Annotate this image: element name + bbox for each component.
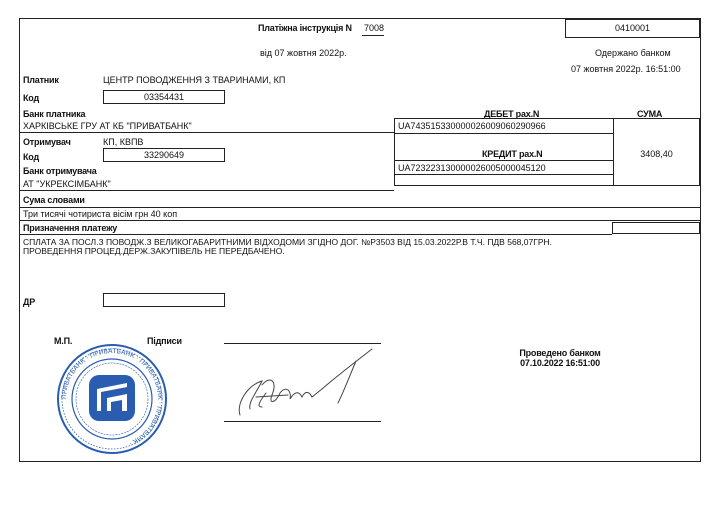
- signature-line-bottom: [224, 421, 381, 422]
- recipient-code-label: Код: [23, 152, 39, 162]
- sum-label: СУМА: [637, 109, 663, 119]
- amount-words-label: Сума словами: [23, 195, 85, 205]
- recipient-bank: АТ "УКРЕКСІМБАНК": [23, 179, 111, 189]
- payer-label: Платник: [23, 75, 59, 85]
- recipient-label: Отримувач: [23, 137, 71, 147]
- credit-row-divider: [394, 174, 613, 175]
- date-line: від 07 жовтня 2022р.: [260, 48, 347, 58]
- credit-account: UA723223130000026005000045120: [398, 163, 546, 173]
- debit-account: UA743515330000026009060290966: [398, 121, 546, 131]
- signatures-label: Підписи: [147, 336, 182, 346]
- document-number: 7008: [364, 23, 385, 33]
- purpose-line-1: СПЛАТА ЗА ПОСЛ.З ПОВОДЖ.З ВЕЛИКОГАБАРИТНИМИ ВІДХОДОМИ ЗГІДНО ДОГ. №Р3503 ВІД 15.03.2022Р.В Т.Ч. ПДВ 568,07ГРН.: [23, 237, 552, 247]
- bank-stamp: [56, 343, 168, 455]
- signature: [226, 345, 386, 421]
- mp-label: М.П.: [54, 336, 73, 346]
- dr-box: [103, 293, 225, 307]
- signature-line-top: [224, 343, 381, 344]
- payer-name: ЦЕНТР ПОВОДЖЕННЯ З ТВАРИНАМИ, КП: [103, 75, 286, 85]
- credit-label: КРЕДИТ рах.N: [482, 149, 543, 159]
- credit-top-divider: [394, 160, 613, 161]
- sum-value: 3408,40: [640, 149, 673, 159]
- payer-code-label: Код: [23, 93, 39, 103]
- amount-words-top: [19, 207, 701, 208]
- debit-row-divider: [394, 133, 613, 134]
- purpose-line-2: ПРОВЕДЕННЯ ПРОЦЕД.ДЕРЖ.ЗАКУПІВЕЛЬ НЕ ПЕРЕДБАЧЕНО.: [23, 246, 285, 256]
- number-underline: [362, 35, 384, 36]
- recipient-bank-line: [19, 190, 394, 191]
- amount-words-value: Три тисячі чотириста вісім грн 40 коп: [23, 209, 178, 219]
- purpose-side-box: [612, 222, 700, 234]
- dr-label: ДР: [23, 297, 36, 307]
- received-date: 07 жовтня 2022р. 16:51:00: [571, 64, 681, 74]
- doc-code: 0410001: [614, 23, 651, 33]
- payer-code: 03354431: [143, 92, 185, 102]
- purpose-line: [19, 234, 612, 235]
- stamp-ring-textpath: ПРИВАТБАНК · ПРИВАТБАНК · ПРИВАТБАНК · ПРИВАТБАНК ·: [59, 346, 165, 448]
- recipient-name: КП, КВПВ: [103, 137, 144, 147]
- payer-bank-label: Банк платника: [23, 109, 86, 119]
- recipient-bank-label: Банк отримувача: [23, 166, 97, 176]
- recipient-code: 33290649: [143, 150, 185, 160]
- debit-label: ДЕБЕТ рах.N: [484, 109, 540, 119]
- amount-words-bottom: [19, 220, 701, 221]
- received-label: Одержано банком: [595, 48, 671, 58]
- payer-bank: ХАРКІВСЬКЕ ГРУ АТ КБ "ПРИВАТБАНК": [23, 121, 192, 131]
- title-label: Платіжна інструкція N: [258, 23, 352, 33]
- payer-bank-line: [19, 132, 394, 133]
- processed-label: Проведено банком: [519, 348, 601, 358]
- processed-datetime: 07.10.2022 16:51:00: [520, 358, 600, 368]
- purpose-label: Призначення платежу: [23, 223, 118, 233]
